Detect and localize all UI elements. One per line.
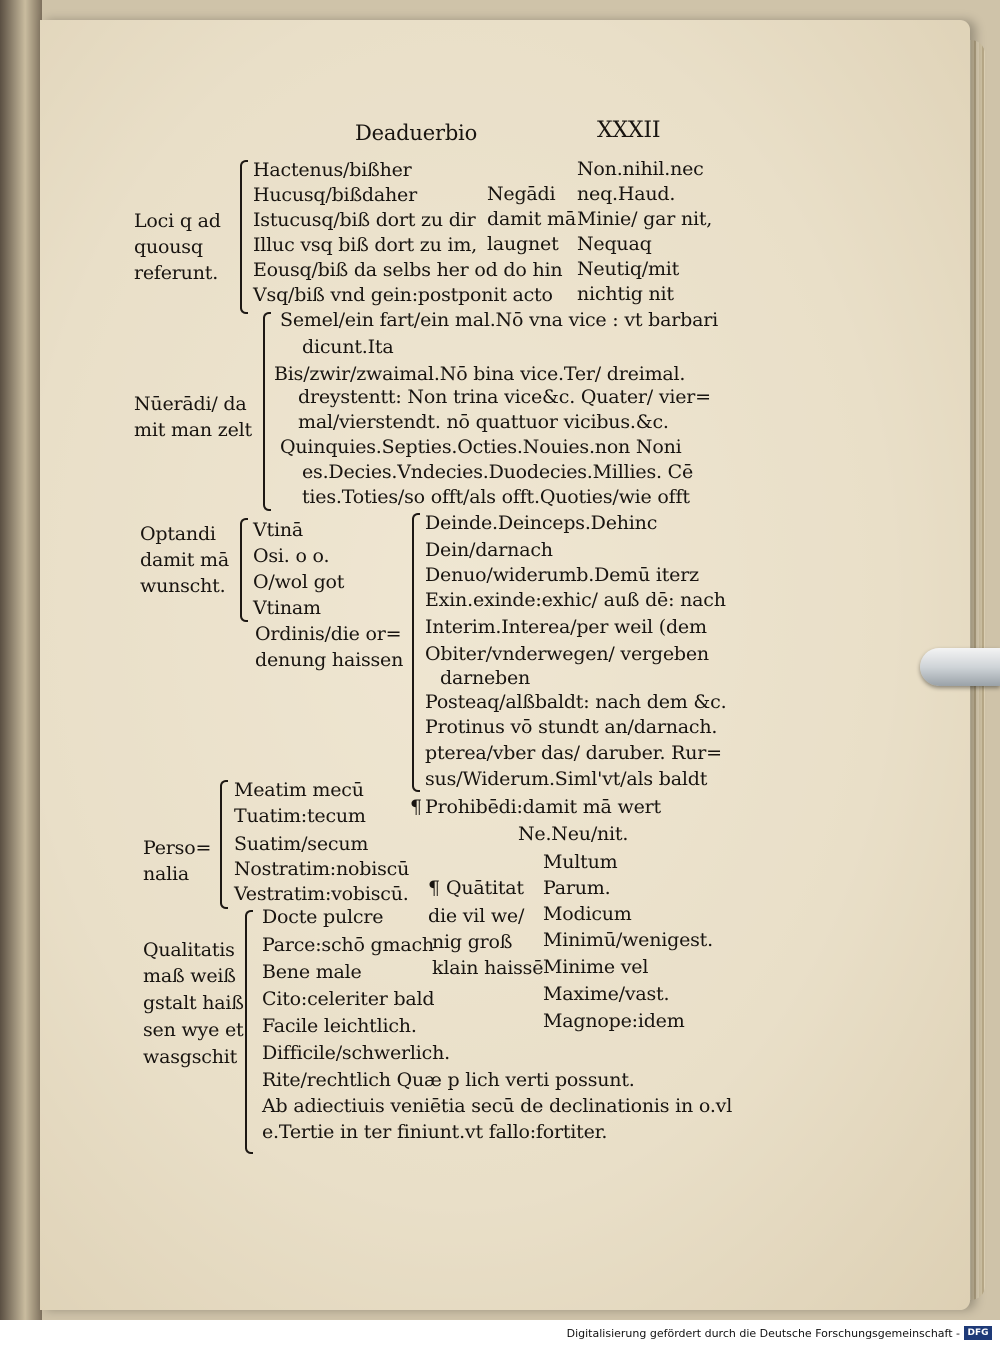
ordinis-line-11: sus/Widerum.Siml'vt/als baldt xyxy=(425,768,708,790)
numerandi-line-6: Quinquies.Septies.Octies.Nouies.non Noni xyxy=(280,436,682,458)
numerandi-label-2: mit man zelt xyxy=(134,419,252,441)
quantitatis-label-1: Quātitat xyxy=(446,877,524,899)
qualitatis-label-1: Qualitatis xyxy=(143,939,235,961)
numerandi-line-1: Semel/ein fart/ein mal.Nō vna vice : vt barbari xyxy=(280,309,718,331)
qualitatis-line-7: Rite/rechtlich Quæ p lich verti possunt. xyxy=(262,1069,635,1091)
personalia-label-2: nalia xyxy=(143,863,190,885)
qualitatis-line-9: e.Tertie in ter finiunt.vt fallo:fortiter. xyxy=(262,1121,608,1143)
negandi-line-1: Non.nihil.nec xyxy=(577,158,704,180)
numerandi-line-8: ties.Toties/so offt/als offt.Quoties/wie offt xyxy=(302,486,690,508)
negandi-label-3: laugnet xyxy=(487,233,559,255)
quantitatis-line-4: Minimū/wenigest. xyxy=(543,929,713,951)
ordinis-line-7: darneben xyxy=(440,667,531,689)
optandi-label-2: damit mā xyxy=(140,549,230,571)
personalia-line-2: Tuatim:tecum xyxy=(234,805,366,827)
optandi-line-1: Vtinā xyxy=(253,519,303,541)
qualitatis-label-2: maß weiß xyxy=(143,965,236,987)
footer-bar xyxy=(0,1320,1000,1348)
qualitatis-line-5: Facile leichtlich. xyxy=(262,1015,417,1037)
loci-line-4: Illuc vsq biß dort zu im, xyxy=(253,234,478,256)
prohibendi-pilcrow: ¶ xyxy=(410,796,422,818)
quantitatis-label-4: klain haissē xyxy=(432,957,544,979)
loci-line-6: Vsq/biß vnd gein:postponit acto xyxy=(253,284,553,306)
numerandi-line-3: Bis/zwir/zwaimal.Nō bina vice.Ter/ dreimal. xyxy=(274,363,686,385)
qualitatis-label-4: sen wye et xyxy=(143,1019,244,1041)
negandi-label-2: damit mā xyxy=(487,208,577,230)
negandi-line-3: Minie/ gar nit, xyxy=(577,208,713,230)
qualitatis-label-3: gstalt haiß xyxy=(143,992,244,1014)
loci-label-2: quousq xyxy=(134,236,203,258)
ordinis-line-8: Posteaq/alßbaldt: nach dem &c. xyxy=(425,691,727,713)
negandi-line-5: Neutiq/mit xyxy=(577,258,680,280)
qualitatis-line-2: Parce:schō gmach xyxy=(262,934,434,956)
personalia-brace xyxy=(220,780,228,909)
quantitatis-line-7: Magnope:idem xyxy=(543,1010,685,1032)
numerandi-brace xyxy=(263,312,271,511)
ordinis-line-9: Protinus vō stundt an/darnach. xyxy=(425,716,718,738)
optandi-line-4: Vtinam xyxy=(253,597,321,619)
qualitatis-line-3: Bene male xyxy=(262,961,362,983)
ordinis-label-2: denung haissen xyxy=(255,649,404,671)
quantitatis-line-1: Multum xyxy=(543,851,618,873)
prohibendi-line-2: Ne.Neu/nit. xyxy=(518,823,629,845)
optandi-label-3: wunscht. xyxy=(140,575,226,597)
personalia-label-1: Perso= xyxy=(143,837,212,859)
negandi-line-4: Nequaq xyxy=(577,233,652,255)
page-clip xyxy=(920,648,1000,686)
qualitatis-line-4: Cito:celeriter bald xyxy=(262,988,435,1010)
numerandi-line-7: es.Decies.Vndecies.Duodecies.Millies. Cē xyxy=(302,461,694,483)
qualitatis-line-8: Ab adiectiuis veniētia secū de declinationis in o.vl xyxy=(262,1095,733,1117)
quantitatis-label-2: die vil we/ xyxy=(428,905,525,927)
left-page-edge xyxy=(0,0,42,1320)
ordinis-line-6: Obiter/vnderwegen/ vergeben xyxy=(425,643,709,665)
quantitatis-line-2: Parum. xyxy=(543,877,611,899)
quantitatis-label-3: nig groß xyxy=(432,931,513,953)
numerandi-line-5: mal/vierstendt. nō quattuor vicibus.&c. xyxy=(298,411,669,433)
ordinis-label-1: Ordinis/die or= xyxy=(255,623,402,645)
loci-label-3: referunt. xyxy=(134,262,219,284)
negandi-line-6: nichtig nit xyxy=(577,283,674,305)
prohibendi-line-1: Prohibēdi:damit mā wert xyxy=(425,796,661,818)
quantitatis-line-3: Modicum xyxy=(543,903,632,925)
optandi-label-1: Optandi xyxy=(140,523,216,545)
ordinis-line-10: pterea/vber das/ daruber. Rur= xyxy=(425,742,722,764)
loci-line-2: Hucusq/bißdaher xyxy=(253,184,417,206)
numerandi-line-4: dreystentt: Non trina vice&c. Quater/ vier= xyxy=(298,386,711,408)
loci-line-1: Hactenus/bißher xyxy=(253,159,412,181)
qualitatis-line-1: Docte pulcre xyxy=(262,906,384,928)
loci-brace xyxy=(240,160,248,314)
ordinis-line-3: Denuo/widerumb.Demū iterz xyxy=(425,564,699,586)
quantitatis-line-5: Minime vel xyxy=(543,956,649,978)
optandi-brace xyxy=(240,518,248,622)
ordinis-line-5: Interim.Interea/per weil (dem xyxy=(425,616,707,638)
negandi-line-2: neq.Haud. xyxy=(577,183,676,205)
ordinis-line-4: Exin.exinde:exhic/ auß dē: nach xyxy=(425,589,726,611)
qualitatis-label-5: wasgschit xyxy=(143,1046,238,1068)
negandi-label-1: Negādi xyxy=(487,183,556,205)
qualitatis-brace xyxy=(245,910,253,1154)
optandi-line-2: Osi. o o. xyxy=(253,545,330,567)
numerandi-line-2: dicunt.Ita xyxy=(302,336,394,358)
optandi-line-3: O/wol got xyxy=(253,571,345,593)
personalia-line-3: Suatim/secum xyxy=(234,833,369,855)
folio-number: XXXII xyxy=(597,118,661,143)
ordinis-line-2: Dein/darnach xyxy=(425,539,553,561)
digitization-credit: Digitalisierung gefördert durch die Deutsche Forschungsgemeinschaft - xyxy=(566,1327,960,1340)
qualitatis-line-6: Difficile/schwerlich. xyxy=(262,1042,450,1064)
personalia-line-1: Meatim mecū xyxy=(234,779,364,801)
ordinis-line-1: Deinde.Deinceps.Dehinc xyxy=(425,512,658,534)
ordinis-brace xyxy=(412,513,420,792)
personalia-line-5: Vestratim:vobiscū. xyxy=(234,883,409,905)
loci-line-3: Istucusq/biß dort zu dir xyxy=(253,209,476,231)
dfg-logo: DFG xyxy=(964,1326,992,1340)
numerandi-label-1: Nūerādi/ da xyxy=(134,393,247,415)
quantitatis-line-6: Maxime/vast. xyxy=(543,983,670,1005)
loci-line-5: Eousq/biß da selbs her od do hin xyxy=(253,259,563,281)
running-title: Deaduerbio xyxy=(355,121,478,145)
loci-label-1: Loci q ad xyxy=(134,210,221,232)
quantitatis-pilcrow: ¶ xyxy=(428,877,440,899)
personalia-line-4: Nostratim:nobiscū xyxy=(234,858,410,880)
